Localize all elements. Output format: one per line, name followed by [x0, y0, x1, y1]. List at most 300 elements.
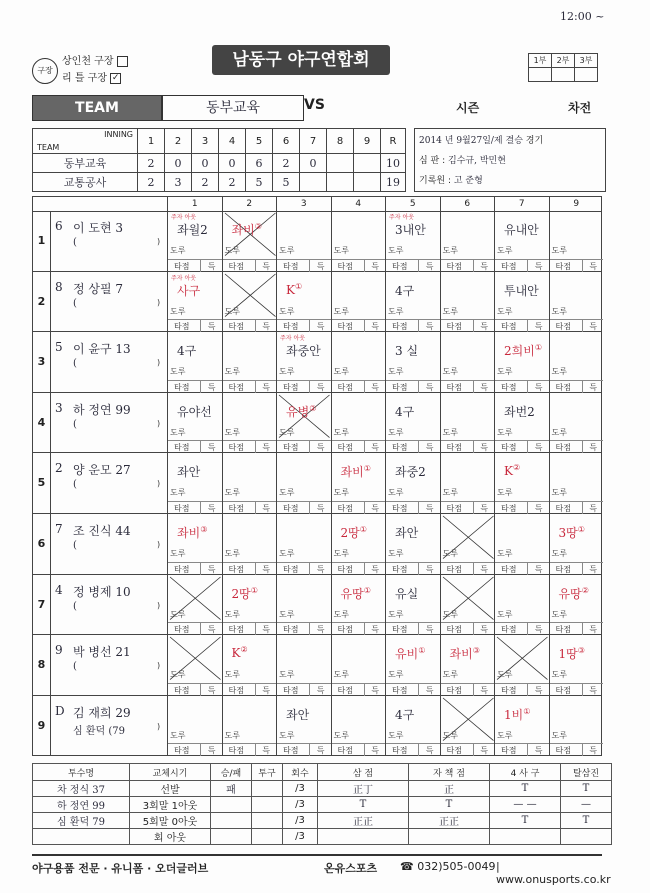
run-label: 득 [534, 503, 543, 513]
at-bat-cell[interactable] [440, 332, 495, 393]
cell-footer [223, 319, 277, 332]
umpire-label: 심 판 : [419, 156, 446, 166]
steal-label: 도루 [170, 730, 186, 740]
cell-footer [495, 562, 549, 575]
at-bat-cell[interactable] [276, 211, 331, 272]
footer-divider [473, 260, 474, 272]
batting-order: 7 [33, 575, 51, 636]
at-bat-cell[interactable] [222, 393, 277, 454]
rbi-label: 타점 [337, 685, 353, 695]
inning-header-row [33, 129, 406, 154]
at-bat-result: 유땅② [558, 585, 589, 601]
at-bat-cell[interactable] [549, 453, 604, 514]
at-bat-cell[interactable] [331, 393, 386, 454]
at-bat-cell[interactable] [276, 575, 331, 636]
run-label: 득 [425, 322, 434, 332]
at-bat-cell[interactable] [494, 575, 549, 636]
run-label: 득 [480, 443, 488, 453]
steal-label: 도루 [224, 549, 240, 558]
footer-divider [200, 684, 201, 696]
pitcher-row [33, 781, 612, 797]
footer-divider [364, 381, 365, 393]
at-bat-cell[interactable] [494, 453, 549, 514]
rbi-label: 타점 [392, 685, 408, 695]
sub-paren: ) [157, 540, 161, 549]
at-bat-cell[interactable] [440, 453, 495, 514]
cell-footer [550, 259, 604, 272]
footer-divider [200, 441, 201, 453]
at-bat-result: 유땅① [340, 585, 371, 601]
stadium-option-label: 리 틀 구장 [62, 73, 111, 84]
rbi-label: 타점 [337, 382, 353, 392]
cell-footer [495, 380, 549, 393]
at-bat-cell[interactable] [222, 332, 277, 393]
run-label: 득 [371, 503, 379, 513]
cell-footer [550, 501, 604, 514]
footer-divider [309, 563, 310, 575]
page-title: 남동구 야구연합회 [212, 45, 390, 75]
cell-footer [277, 380, 331, 393]
column-header: 4 [331, 197, 386, 211]
rbi-label: 타점 [228, 382, 244, 392]
at-bat-result: 2땅① [340, 525, 367, 540]
steal-label: 도루 [388, 246, 404, 255]
steal-label: 도루 [224, 427, 240, 437]
runs-header: R [381, 129, 406, 154]
rbi-label: 타점 [392, 261, 408, 271]
batter-name: 김 재희 29 [73, 705, 131, 720]
out-number: ② [512, 463, 521, 473]
steal-label: 도루 [388, 609, 404, 619]
steal-label: 도루 [388, 367, 404, 377]
footer-divider [418, 744, 419, 756]
steal-label: 도루 [170, 488, 186, 498]
rbi-label: 타점 [555, 625, 571, 635]
at-bat-cell[interactable] [440, 211, 495, 272]
innings-pitched: /3 [283, 813, 318, 829]
team-score-row [33, 154, 406, 173]
pitcher-column-header: 승/패 [211, 764, 252, 781]
at-bat-cell[interactable] [167, 696, 222, 757]
pitch-count [252, 829, 283, 845]
steal-label: 도루 [279, 427, 295, 437]
footer-divider [364, 320, 365, 332]
batter-name: 양 운모 27 [73, 463, 131, 478]
batter-name: 조 진식 44 [73, 524, 131, 538]
rbi-label: 타점 [174, 261, 190, 271]
batter-name: 이 윤구 13 [73, 342, 131, 357]
run-label: 득 [589, 443, 597, 453]
cell-footer [441, 380, 495, 393]
walks: T [490, 781, 561, 797]
game-info [414, 128, 606, 192]
runs-allowed [318, 829, 409, 845]
rbi-label: 타점 [501, 382, 517, 392]
steal-label: 도루 [551, 670, 567, 680]
at-bat-cell[interactable] [276, 272, 331, 333]
at-bat-cell[interactable] [276, 453, 331, 514]
run-label: 득 [589, 625, 597, 635]
cell-footer [441, 319, 495, 332]
batting-order: 3 [33, 332, 51, 393]
steal-label: 도루 [333, 609, 349, 619]
run-label: 득 [589, 322, 597, 332]
pitcher-column-header: 자 책 점 [409, 764, 490, 781]
at-bat-cell[interactable] [440, 272, 495, 333]
rbi-label: 타점 [446, 322, 462, 332]
batting-order: 8 [33, 635, 51, 696]
at-bat-cell[interactable] [331, 635, 386, 696]
pitcher-change: 회 아웃 [130, 829, 211, 845]
run-label: 득 [480, 261, 488, 271]
at-bat-cell[interactable] [440, 575, 495, 636]
inning-score: 0 [192, 154, 219, 173]
batting-order: 1 [33, 211, 51, 272]
cell-footer [223, 259, 277, 272]
division-cell[interactable] [552, 68, 575, 82]
at-bat-result: 유내안 [504, 223, 539, 237]
walks: T [490, 813, 561, 829]
rbi-label: 타점 [446, 503, 462, 513]
rbi-label: 타점 [501, 261, 517, 271]
at-bat-result: 좌번2 [504, 404, 535, 419]
steal-label: 도루 [224, 246, 240, 255]
at-bat-result: 4구 [395, 404, 415, 419]
cell-footer [332, 440, 386, 453]
inning-score: 2 [219, 173, 246, 192]
at-bat-result: 유실 [395, 586, 419, 601]
at-bat-cell[interactable] [331, 272, 386, 333]
team-label: TEAM [32, 95, 162, 121]
rbi-label: 타점 [337, 443, 353, 453]
rbi-label: 타점 [283, 503, 299, 513]
at-bat-cell[interactable] [549, 332, 604, 393]
steal-label: 도루 [333, 549, 349, 558]
cell-footer [332, 259, 386, 272]
rbi-label: 타점 [392, 443, 408, 453]
footer-divider [364, 260, 365, 272]
pitch-count [252, 813, 283, 829]
footer-divider [200, 381, 201, 393]
at-bat-cell[interactable] [549, 393, 604, 454]
rbi-label: 타점 [501, 503, 517, 513]
inning-score: 5 [246, 173, 273, 192]
column-header: 7 [494, 197, 549, 211]
footer-divider [255, 744, 256, 756]
steal-label: 도루 [388, 670, 404, 680]
rbi-label: 타점 [283, 322, 299, 332]
out-number: ① [418, 646, 426, 656]
cell-footer [277, 683, 331, 696]
stadium-options [62, 53, 128, 87]
at-bat-cell[interactable] [222, 514, 277, 575]
total-runs: 19 [381, 173, 406, 192]
at-bat-result: 4구 [395, 707, 415, 722]
innings-pitched: /3 [283, 829, 318, 845]
rbi-label: 타점 [392, 322, 408, 332]
footer-divider [527, 502, 528, 514]
pitcher-row [33, 829, 612, 845]
steal-label: 도루 [224, 730, 240, 740]
strikeouts: — [561, 797, 612, 813]
rbi-label: 타점 [337, 746, 353, 756]
at-bat-cell[interactable] [222, 453, 277, 514]
sub-paren: ) [157, 237, 161, 246]
footer-divider [582, 260, 583, 272]
rbi-label: 타점 [174, 685, 190, 695]
at-bat-cell[interactable] [440, 514, 495, 575]
cell-footer [332, 319, 386, 332]
steal-label: 도루 [388, 306, 404, 316]
at-bat-cell[interactable] [549, 696, 604, 757]
at-bat-result: 2땅① [231, 585, 258, 601]
batter-name: 하 정연 99 [73, 402, 131, 417]
footer-divider [255, 563, 256, 575]
at-bat-result: 유병② [286, 403, 317, 419]
at-bat-cell[interactable] [331, 332, 386, 393]
cell-footer [168, 319, 222, 332]
at-bat-result: 좌비③ [177, 525, 208, 540]
batter-position: 6 [55, 219, 63, 233]
cell-footer [332, 380, 386, 393]
rbi-label: 타점 [283, 564, 299, 574]
at-bat-result: K② [504, 463, 521, 479]
steal-label: 도루 [497, 730, 513, 740]
footer-divider [309, 260, 310, 272]
footer-divider [473, 684, 474, 696]
run-label: 득 [425, 382, 434, 392]
run-label: 득 [425, 685, 434, 695]
rbi-label: 타점 [228, 443, 244, 453]
cell-footer [441, 562, 495, 575]
cell-footer [277, 743, 331, 756]
cell-footer [386, 743, 440, 756]
footer-divider [364, 441, 365, 453]
steal-label: 도루 [497, 549, 513, 558]
run-label: 득 [371, 685, 379, 695]
rbi-label: 타점 [555, 382, 571, 392]
at-bat-cell[interactable] [167, 575, 222, 636]
cell-footer [168, 562, 222, 575]
cell-footer [277, 622, 331, 635]
stadium-checkbox[interactable] [117, 56, 128, 67]
innings-pitched: /3 [283, 781, 318, 797]
cell-footer [550, 562, 604, 575]
team-bar [32, 95, 602, 121]
steal-label: 도루 [224, 670, 240, 680]
cell-footer [495, 501, 549, 514]
at-bat-cell[interactable] [331, 696, 386, 757]
pitcher-column-header: 4 사 구 [490, 764, 561, 781]
run-label: 득 [480, 564, 488, 574]
cell-footer [168, 622, 222, 635]
steal-label: 도루 [170, 246, 186, 255]
steal-label: 도루 [497, 367, 513, 377]
steal-label: 도루 [497, 427, 513, 437]
out-number: ① [577, 525, 585, 534]
pitcher-row [33, 797, 612, 813]
out-number: ② [240, 645, 248, 655]
cell-footer [386, 562, 440, 575]
rbi-label: 타점 [392, 564, 408, 574]
batter-position: D [55, 703, 65, 718]
out-number: ① [363, 464, 371, 474]
steal-label: 도루 [442, 549, 458, 558]
at-bat-cell[interactable] [276, 635, 331, 696]
division-cell[interactable] [575, 68, 598, 82]
steal-label: 도루 [388, 730, 404, 740]
rbi-label: 타점 [446, 261, 462, 271]
time-note: 12:00 ~ [560, 10, 605, 23]
cell-footer [386, 380, 440, 393]
footer-divider [364, 563, 365, 575]
cell-footer [277, 501, 331, 514]
rbi-label: 타점 [337, 261, 353, 271]
run-label: 득 [262, 322, 270, 332]
game-date: 2014 년 9월27일/제 [419, 136, 503, 146]
cell-footer [441, 622, 495, 635]
footer-divider [309, 684, 310, 696]
footer-divider [200, 623, 201, 635]
rbi-label: 타점 [555, 443, 571, 453]
steal-label: 도루 [224, 488, 240, 498]
inning-label: INNING [104, 130, 133, 139]
sub-paren: ) [157, 661, 161, 671]
cell-footer [223, 380, 277, 393]
rbi-label: 타점 [446, 564, 462, 574]
footer-divider [582, 320, 583, 332]
inning-score: 2 [138, 173, 165, 192]
rbi-label: 타점 [501, 564, 517, 574]
run-label: 득 [480, 503, 488, 513]
pitcher-name [33, 829, 130, 845]
at-bat-cell[interactable] [494, 514, 549, 575]
run-label: 득 [316, 503, 325, 513]
run-label: 득 [207, 443, 216, 453]
at-bat-cell[interactable] [222, 272, 277, 333]
cell-footer [386, 683, 440, 696]
footer-bar [32, 854, 611, 886]
run-label: 득 [316, 685, 325, 695]
division-cell[interactable] [529, 68, 552, 82]
steal-label: 도루 [170, 367, 186, 377]
run-label: 득 [316, 625, 325, 635]
run-label: 득 [480, 625, 488, 635]
cell-footer [277, 319, 331, 332]
rbi-label: 타점 [392, 503, 408, 513]
footer-divider [527, 260, 528, 272]
footer-divider [582, 563, 583, 575]
pitcher-wl: 패 [211, 781, 252, 797]
steal-label: 도루 [442, 367, 458, 377]
run-label: 득 [262, 685, 270, 695]
at-bat-cell[interactable] [331, 211, 386, 272]
rbi-label: 타점 [337, 322, 353, 332]
cell-footer [223, 501, 277, 514]
rbi-label: 타점 [174, 746, 190, 756]
cell-footer [550, 319, 604, 332]
rbi-label: 타점 [337, 625, 353, 635]
steal-label: 도루 [388, 427, 404, 437]
at-bat-result: 좌안 [177, 465, 201, 480]
steal-label: 도루 [551, 427, 567, 437]
footer-divider [200, 320, 201, 332]
batter-position: 9 [55, 643, 63, 658]
at-bat-cell[interactable] [494, 635, 549, 696]
inning-score-table [32, 128, 406, 192]
footer-divider [255, 502, 256, 514]
run-label: 득 [262, 625, 270, 635]
rbi-label: 타점 [555, 746, 571, 756]
footer-divider [418, 381, 419, 393]
out-number: ② [309, 403, 317, 413]
footer-divider [200, 260, 201, 272]
at-bat-cell[interactable] [222, 696, 277, 757]
at-bat-cell[interactable] [222, 635, 277, 696]
footer-url: | www.onusports.co.kr [496, 860, 611, 886]
footer-divider [582, 381, 583, 393]
batter-row [33, 332, 601, 393]
earned-runs: T [409, 797, 490, 813]
footer-divider [473, 563, 474, 575]
inning-score [327, 173, 354, 192]
footer-divider [364, 684, 365, 696]
at-bat-cell[interactable] [440, 696, 495, 757]
cell-footer [441, 501, 495, 514]
batter-row [33, 211, 601, 272]
cell-footer [168, 683, 222, 696]
at-bat-cell[interactable] [276, 514, 331, 575]
footer-brand: 온유스포츠 [324, 862, 378, 875]
inning-score: 0 [300, 154, 327, 173]
footer-divider [582, 502, 583, 514]
run-label: 득 [207, 685, 216, 695]
steal-label: 도루 [497, 246, 513, 255]
cell-footer [223, 562, 277, 575]
steal-label: 도루 [279, 549, 295, 558]
inning-score [300, 173, 327, 192]
run-label: 득 [262, 746, 270, 756]
rbi-label: 타점 [392, 382, 408, 392]
run-label: 득 [262, 564, 270, 574]
pitcher-name: 하 정연 99 [33, 797, 130, 813]
cell-footer [441, 440, 495, 453]
walks: — — [490, 797, 561, 813]
cell-footer [277, 562, 331, 575]
cell-footer [386, 319, 440, 332]
at-bat-cell[interactable] [549, 211, 604, 272]
at-bat-cell[interactable] [440, 393, 495, 454]
cell-footer [550, 622, 604, 635]
footer-divider [309, 381, 310, 393]
at-bat-cell[interactable] [549, 272, 604, 333]
pitcher-column-header: 교체시기 [130, 764, 211, 781]
cell-footer [223, 683, 277, 696]
run-label: 득 [534, 261, 543, 271]
run-label: 득 [534, 322, 543, 332]
at-bat-result: 좌월2 [177, 223, 208, 237]
footer-divider [200, 502, 201, 514]
at-bat-cell[interactable] [167, 635, 222, 696]
rbi-label: 타점 [283, 746, 299, 756]
out-number: ② [581, 585, 589, 595]
stadium-checkbox[interactable]: ✓ [111, 72, 120, 83]
footer-divider [255, 260, 256, 272]
steal-label: 도루 [388, 549, 404, 558]
cell-footer [386, 259, 440, 272]
rbi-label: 타점 [174, 382, 190, 392]
footer-divider [309, 623, 310, 635]
